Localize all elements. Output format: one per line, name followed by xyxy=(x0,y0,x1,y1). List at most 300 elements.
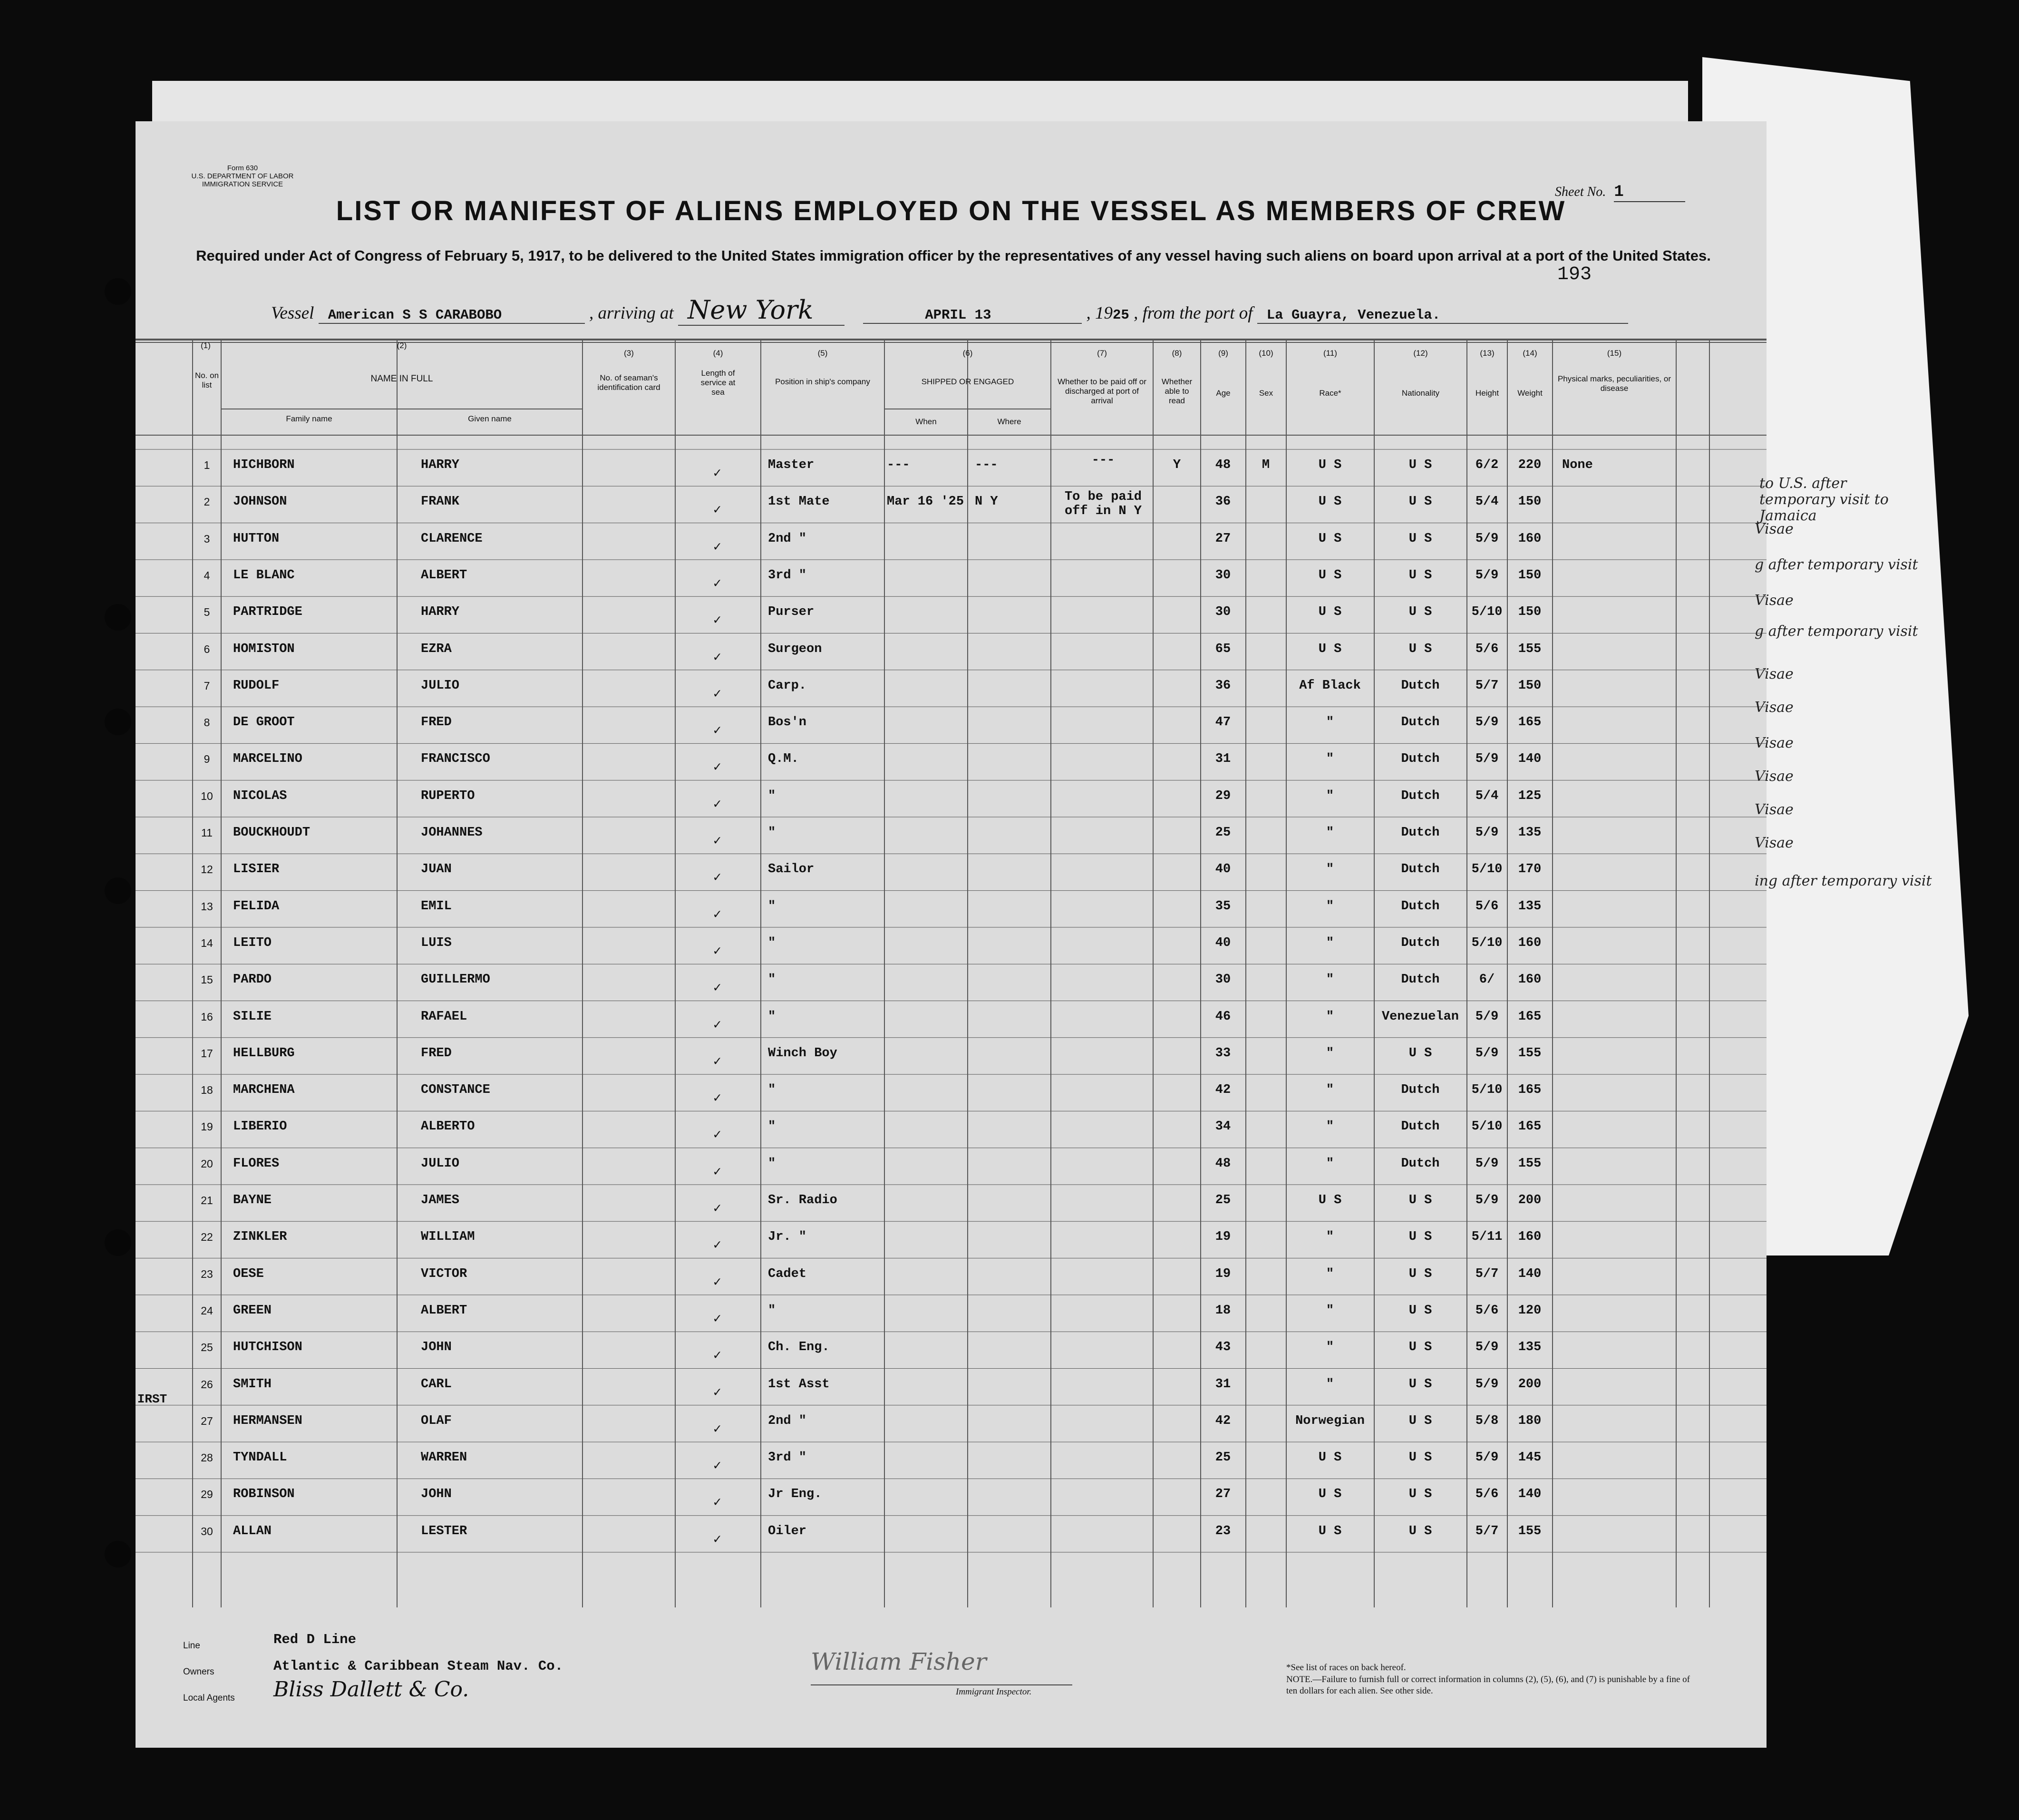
check-mark-icon: ✓ xyxy=(713,760,721,776)
check-mark-icon: ✓ xyxy=(713,1165,721,1180)
family-name: HELLBURG xyxy=(233,1046,295,1061)
check-mark-icon: ✓ xyxy=(713,1496,721,1511)
family-name: BAYNE xyxy=(233,1193,272,1207)
family-name: PARTRIDGE xyxy=(233,605,302,620)
position: Surgeon xyxy=(768,642,822,656)
weight: 160 xyxy=(1518,1230,1542,1245)
col-race-number: (11) xyxy=(1323,349,1337,358)
race: " xyxy=(1326,935,1334,950)
race: " xyxy=(1326,788,1334,803)
nationality: U S xyxy=(1408,1524,1432,1538)
weight: 155 xyxy=(1518,1156,1542,1171)
age: 40 xyxy=(1215,862,1231,877)
nationality: Dutch xyxy=(1401,1156,1440,1171)
family-name: SMITH xyxy=(233,1377,272,1392)
age: 25 xyxy=(1215,1450,1231,1465)
race: " xyxy=(1326,1119,1334,1134)
row-number: 23 xyxy=(201,1267,213,1280)
height: 5/6 xyxy=(1475,1303,1499,1318)
age: 35 xyxy=(1215,899,1231,914)
position: " xyxy=(768,899,776,914)
col-id-card: No. of seaman's identification card xyxy=(597,373,660,392)
weight: 150 xyxy=(1518,605,1542,620)
check-mark-icon: ✓ xyxy=(713,1202,721,1217)
given-name: WARREN xyxy=(421,1450,467,1465)
stamp-number: 193 xyxy=(1557,264,1592,285)
sheet-number-label: Sheet No. xyxy=(1555,185,1606,199)
check-mark-icon: ✓ xyxy=(713,576,721,592)
position: Oiler xyxy=(768,1524,807,1538)
age: 18 xyxy=(1215,1303,1231,1318)
age: 29 xyxy=(1215,788,1231,803)
nationality: Dutch xyxy=(1401,935,1440,950)
race: Norwegian xyxy=(1295,1413,1365,1428)
height: 5/8 xyxy=(1475,1413,1499,1428)
age: 19 xyxy=(1215,1266,1231,1281)
vessel-label: Vessel xyxy=(271,303,314,323)
age: 42 xyxy=(1215,1083,1231,1098)
height: 5/9 xyxy=(1475,568,1499,583)
handwritten-note: Visae xyxy=(1755,735,1794,751)
height: 5/10 xyxy=(1471,605,1503,620)
given-name: EMIL xyxy=(421,899,452,914)
form-number: Form 630 xyxy=(227,164,258,172)
handwritten-note: Visae xyxy=(1755,699,1794,716)
col-name-in-full: NAME IN FULL xyxy=(370,374,433,384)
col-given-name: Given name xyxy=(468,414,512,423)
col-where: Where xyxy=(997,417,1021,426)
weight: 140 xyxy=(1518,1266,1542,1281)
col-name-number: (2) xyxy=(397,341,407,350)
agents-label: Local Agents xyxy=(183,1693,235,1703)
given-name: FRANCISCO xyxy=(421,752,490,767)
row-number: 8 xyxy=(204,716,210,729)
check-mark-icon: ✓ xyxy=(713,1128,721,1143)
age: 65 xyxy=(1215,642,1231,656)
arrival-port: New York xyxy=(678,295,844,326)
weight: 150 xyxy=(1518,568,1542,583)
position: Cadet xyxy=(768,1266,807,1281)
check-mark-icon: ✓ xyxy=(713,1091,721,1107)
col-family-name: Family name xyxy=(286,414,332,423)
row-number: 6 xyxy=(204,642,210,655)
row-number: 25 xyxy=(201,1341,213,1354)
family-name: ROBINSON xyxy=(233,1487,295,1502)
age: 30 xyxy=(1215,568,1231,583)
weight: 155 xyxy=(1518,642,1542,656)
weight: 165 xyxy=(1518,715,1542,730)
race-footnote: *See list of races on back hereof. xyxy=(1286,1663,1406,1673)
family-name: SILIE xyxy=(233,1009,272,1024)
age: 34 xyxy=(1215,1119,1231,1134)
given-name: JOHANNES xyxy=(421,826,483,840)
given-name: ALBERT xyxy=(421,568,467,583)
given-name: ALBERTO xyxy=(421,1119,475,1134)
family-name: BOUCKHOUDT xyxy=(233,826,311,840)
age: 33 xyxy=(1215,1046,1231,1061)
row-number: 24 xyxy=(201,1304,213,1317)
nationality: U S xyxy=(1408,568,1432,583)
race: U S xyxy=(1318,1524,1342,1538)
check-mark-icon: ✓ xyxy=(713,540,721,555)
age: 31 xyxy=(1215,1377,1231,1392)
position: Master xyxy=(768,458,815,472)
height: 5/10 xyxy=(1471,862,1503,877)
family-name: FELIDA xyxy=(233,899,280,914)
given-name: JULIO xyxy=(421,1156,460,1171)
weight: 165 xyxy=(1518,1083,1542,1098)
handwritten-note: ing after temporary visit xyxy=(1755,873,1932,889)
weight: 165 xyxy=(1518,1119,1542,1134)
height: 5/9 xyxy=(1475,1193,1499,1207)
line-value: Red D Line xyxy=(273,1632,357,1647)
check-mark-icon: ✓ xyxy=(713,907,721,923)
age: 48 xyxy=(1215,1156,1231,1171)
position: 1st Asst xyxy=(768,1377,830,1392)
race: U S xyxy=(1318,568,1342,583)
race: Af Black xyxy=(1299,678,1361,693)
row-number: 27 xyxy=(201,1414,213,1427)
nationality: Dutch xyxy=(1401,715,1440,730)
given-name: FRED xyxy=(421,715,452,730)
age: 25 xyxy=(1215,826,1231,840)
check-mark-icon: ✓ xyxy=(713,871,721,886)
punch-hole xyxy=(105,877,131,904)
given-name: HARRY xyxy=(421,605,460,620)
given-name: CARL xyxy=(421,1377,452,1392)
row-number: 18 xyxy=(201,1084,213,1097)
col-weight: Weight xyxy=(1517,389,1543,398)
height: 5/10 xyxy=(1471,1119,1503,1134)
row-number: 19 xyxy=(201,1120,213,1133)
height: 5/9 xyxy=(1475,1009,1499,1024)
row-number: 22 xyxy=(201,1231,213,1244)
position: " xyxy=(768,788,776,803)
nationality: Dutch xyxy=(1401,678,1440,693)
position: Carp. xyxy=(768,678,807,693)
race: " xyxy=(1326,826,1334,840)
position: " xyxy=(768,935,776,950)
race: U S xyxy=(1318,1450,1342,1465)
age: 19 xyxy=(1215,1230,1231,1245)
punch-hole xyxy=(105,604,131,631)
family-name: ZINKLER xyxy=(233,1230,287,1245)
row-number: 4 xyxy=(204,569,210,582)
from-port-label: , from the port of xyxy=(1134,303,1253,323)
weight: 135 xyxy=(1518,826,1542,840)
handwritten-note: Visae xyxy=(1755,521,1794,537)
race: " xyxy=(1326,1230,1334,1245)
family-name: LISIER xyxy=(233,862,280,877)
weight: 140 xyxy=(1518,1487,1542,1502)
col-race: Race* xyxy=(1319,389,1341,398)
race: U S xyxy=(1318,531,1342,546)
position: Sr. Radio xyxy=(768,1193,837,1207)
race: " xyxy=(1326,1046,1334,1061)
height: 5/9 xyxy=(1475,1156,1499,1171)
row-number: 10 xyxy=(201,789,213,802)
check-mark-icon: ✓ xyxy=(713,650,721,665)
nationality: U S xyxy=(1408,458,1432,472)
position: Bos'n xyxy=(768,715,807,730)
position: 3rd " xyxy=(768,1450,807,1465)
department-name: U.S. DEPARTMENT OF LABOR xyxy=(191,172,294,180)
row-number: 28 xyxy=(201,1451,213,1464)
handwritten-note: Visae xyxy=(1755,835,1794,851)
check-mark-icon: ✓ xyxy=(713,503,721,518)
punch-hole xyxy=(105,709,131,735)
family-name: HICHBORN xyxy=(233,458,295,472)
family-name: FLORES xyxy=(233,1156,280,1171)
weight: 155 xyxy=(1518,1524,1542,1538)
family-name: HUTCHISON xyxy=(233,1340,302,1355)
manifest-sheet xyxy=(136,121,1767,1748)
col-position: Position in ship's company xyxy=(775,377,870,386)
given-name: JAMES xyxy=(421,1193,460,1207)
nationality: Dutch xyxy=(1401,1119,1440,1134)
row-number: 1 xyxy=(204,459,210,471)
col-when: When xyxy=(915,417,937,426)
check-mark-icon: ✓ xyxy=(713,1422,721,1437)
age: 23 xyxy=(1215,1524,1231,1538)
nationality: U S xyxy=(1408,1377,1432,1392)
race: U S xyxy=(1318,458,1342,472)
given-name: ALBERT xyxy=(421,1303,467,1318)
race: U S xyxy=(1318,1487,1342,1502)
col-age: Age xyxy=(1216,389,1231,398)
height: 5/9 xyxy=(1475,1450,1499,1465)
check-mark-icon: ✓ xyxy=(713,1459,721,1474)
nationality: U S xyxy=(1408,1450,1432,1465)
nationality: Venezuelan xyxy=(1381,1009,1459,1024)
col-height-number: (13) xyxy=(1480,349,1495,358)
shipped-when: Mar 16 '25 xyxy=(887,495,964,509)
weight: 140 xyxy=(1518,752,1542,767)
age: 40 xyxy=(1215,935,1231,950)
height: 5/7 xyxy=(1475,678,1499,693)
family-name: NICOLAS xyxy=(233,788,287,803)
penalty-note: NOTE.—Failure to furnish full or correct information in columns (2), (5), (6), and (7) is punishable by a fine of ten dollars for each alien. See other side. xyxy=(1286,1674,1690,1696)
family-name: HERMANSEN xyxy=(233,1413,302,1428)
row-number: 7 xyxy=(204,679,210,692)
race: " xyxy=(1326,899,1334,914)
nationality: U S xyxy=(1408,1193,1432,1207)
given-name: RUPERTO xyxy=(421,788,475,803)
weight: 150 xyxy=(1518,495,1542,509)
manifest-table xyxy=(136,121,1767,1748)
sheet-number-value: 1 xyxy=(1614,183,1685,202)
owners-value: Atlantic & Caribbean Steam Nav. Co. xyxy=(273,1658,563,1674)
handwritten-note: g after temporary visit xyxy=(1755,623,1918,640)
race: U S xyxy=(1318,495,1342,509)
able-to-read: Y xyxy=(1173,458,1181,472)
row-number: 14 xyxy=(201,936,213,949)
age: 46 xyxy=(1215,1009,1231,1024)
position: " xyxy=(768,1303,776,1318)
given-name: JOHN xyxy=(421,1340,452,1355)
given-name: FRANK xyxy=(421,495,460,509)
col-physical-marks: Physical marks, peculiarities, or disease xyxy=(1557,374,1671,393)
position: Jr Eng. xyxy=(768,1487,822,1502)
check-mark-icon: ✓ xyxy=(713,1275,721,1290)
position: Ch. Eng. xyxy=(768,1340,830,1355)
shipped-when: --- xyxy=(887,458,910,472)
race: " xyxy=(1326,752,1334,767)
handwritten-note: Visae xyxy=(1755,768,1794,785)
given-name: GUILLERMO xyxy=(421,973,490,987)
nationality: U S xyxy=(1408,1303,1432,1318)
height: 5/9 xyxy=(1475,826,1499,840)
arrival-year: 25 xyxy=(1113,307,1129,323)
col-shipped: SHIPPED OR ENGAGED xyxy=(921,377,1014,386)
weight: 200 xyxy=(1518,1193,1542,1207)
given-name: EZRA xyxy=(421,642,452,656)
nationality: U S xyxy=(1408,1413,1432,1428)
row-number: 29 xyxy=(201,1488,213,1501)
position: 3rd " xyxy=(768,568,807,583)
inspector-signature: William Fisher xyxy=(811,1648,987,1675)
check-mark-icon: ✓ xyxy=(713,1349,721,1364)
weight: 120 xyxy=(1518,1303,1542,1318)
race: " xyxy=(1326,973,1334,987)
age: 47 xyxy=(1215,715,1231,730)
position: " xyxy=(768,1156,776,1171)
family-name: LE BLANC xyxy=(233,568,295,583)
height: 5/6 xyxy=(1475,899,1499,914)
position: Winch Boy xyxy=(768,1046,837,1061)
family-name: TYNDALL xyxy=(233,1450,287,1465)
race: " xyxy=(1326,715,1334,730)
col-length-service: Length of service at sea xyxy=(700,369,736,397)
nationality: U S xyxy=(1408,1230,1432,1245)
given-name: OLAF xyxy=(421,1413,452,1428)
check-mark-icon: ✓ xyxy=(713,797,721,812)
race: " xyxy=(1326,1266,1334,1281)
age: 27 xyxy=(1215,531,1231,546)
position: Q.M. xyxy=(768,752,799,767)
col-physical-number: (15) xyxy=(1607,349,1622,358)
height: 5/6 xyxy=(1475,1487,1499,1502)
weight: 135 xyxy=(1518,1340,1542,1355)
race: U S xyxy=(1318,605,1342,620)
nationality: Dutch xyxy=(1401,752,1440,767)
height: 5/9 xyxy=(1475,1377,1499,1392)
row-number: 15 xyxy=(201,973,213,986)
col-no-number: (1) xyxy=(201,341,211,350)
given-name: RAFAEL xyxy=(421,1009,467,1024)
nationality: Dutch xyxy=(1401,788,1440,803)
family-name: JOHNSON xyxy=(233,495,287,509)
weight: 220 xyxy=(1518,458,1542,472)
weight: 150 xyxy=(1518,678,1542,693)
col-nationality: Nationality xyxy=(1401,389,1440,398)
row-number: 5 xyxy=(204,606,210,619)
given-name: VICTOR xyxy=(421,1266,467,1281)
requirement-text: Required under Act of Congress of February 5, 1917, to be delivered to the United States immigration officer by the representatives of any vessel having such aliens on board upon arrival at a port of the United States. xyxy=(196,247,1711,264)
position: Sailor xyxy=(768,862,815,877)
weight: 160 xyxy=(1518,973,1542,987)
position: 2nd " xyxy=(768,1413,807,1428)
position: 2nd " xyxy=(768,531,807,546)
age: 31 xyxy=(1215,752,1231,767)
handwritten-note: Visae xyxy=(1755,666,1794,682)
age: 30 xyxy=(1215,605,1231,620)
height: 5/4 xyxy=(1475,495,1499,509)
nationality: U S xyxy=(1408,605,1432,620)
service-name: IMMIGRATION SERVICE xyxy=(202,180,283,188)
left-margin-fragment: IRST xyxy=(137,1392,167,1406)
col-age-number: (9) xyxy=(1218,349,1228,358)
weight: 125 xyxy=(1518,788,1542,803)
nationality: U S xyxy=(1408,1266,1432,1281)
handwritten-note: g after temporary visit xyxy=(1755,556,1918,573)
race: " xyxy=(1326,1377,1334,1392)
check-mark-icon: ✓ xyxy=(713,613,721,629)
physical-marks: None xyxy=(1562,458,1593,472)
height: 5/9 xyxy=(1475,1340,1499,1355)
given-name: LESTER xyxy=(421,1524,467,1538)
check-mark-icon: ✓ xyxy=(713,687,721,702)
position: " xyxy=(768,1009,776,1024)
family-name: RUDOLF xyxy=(233,678,280,693)
nationality: Dutch xyxy=(1401,826,1440,840)
age: 25 xyxy=(1215,1193,1231,1207)
shipped-where: --- xyxy=(975,458,998,472)
punch-hole xyxy=(105,278,131,305)
arriving-label: , arriving at xyxy=(589,303,674,323)
row-number: 16 xyxy=(201,1010,213,1023)
age: 48 xyxy=(1215,458,1231,472)
weight: 200 xyxy=(1518,1377,1542,1392)
height: 5/4 xyxy=(1475,788,1499,803)
col-sex-number: (10) xyxy=(1259,349,1273,358)
age: 43 xyxy=(1215,1340,1231,1355)
height: 5/9 xyxy=(1475,1046,1499,1061)
handwritten-note: Visae xyxy=(1755,592,1794,609)
handwritten-note: to U.S. after temporary visit to Jamaica xyxy=(1759,475,1889,524)
row-number: 30 xyxy=(201,1525,213,1538)
row-number: 20 xyxy=(201,1157,213,1170)
col-length-number: (4) xyxy=(713,349,723,358)
age: 30 xyxy=(1215,973,1231,987)
race: U S xyxy=(1318,1193,1342,1207)
year-prefix: , 19 xyxy=(1086,303,1113,323)
agents-value: Bliss Dallett & Co. xyxy=(273,1677,469,1702)
given-name: CLARENCE xyxy=(421,531,483,546)
height: 5/9 xyxy=(1475,752,1499,767)
race: " xyxy=(1326,1009,1334,1024)
shipped-where: N Y xyxy=(975,495,998,509)
height: 5/11 xyxy=(1471,1230,1503,1245)
race: U S xyxy=(1318,642,1342,656)
col-read-number: (8) xyxy=(1172,349,1182,358)
row-number: 21 xyxy=(201,1194,213,1207)
punch-hole xyxy=(105,1229,131,1256)
nationality: Dutch xyxy=(1401,973,1440,987)
nationality: U S xyxy=(1408,495,1432,509)
check-mark-icon: ✓ xyxy=(713,834,721,849)
weight: 155 xyxy=(1518,1046,1542,1061)
inspector-line xyxy=(811,1684,1072,1685)
check-mark-icon: ✓ xyxy=(713,1238,721,1254)
weight: 160 xyxy=(1518,531,1542,546)
family-name: DE GROOT xyxy=(233,715,295,730)
height: 5/9 xyxy=(1475,715,1499,730)
age: 36 xyxy=(1215,678,1231,693)
given-name: FRED xyxy=(421,1046,452,1061)
given-name: CONSTANCE xyxy=(421,1083,490,1098)
row-number: 3 xyxy=(204,532,210,545)
